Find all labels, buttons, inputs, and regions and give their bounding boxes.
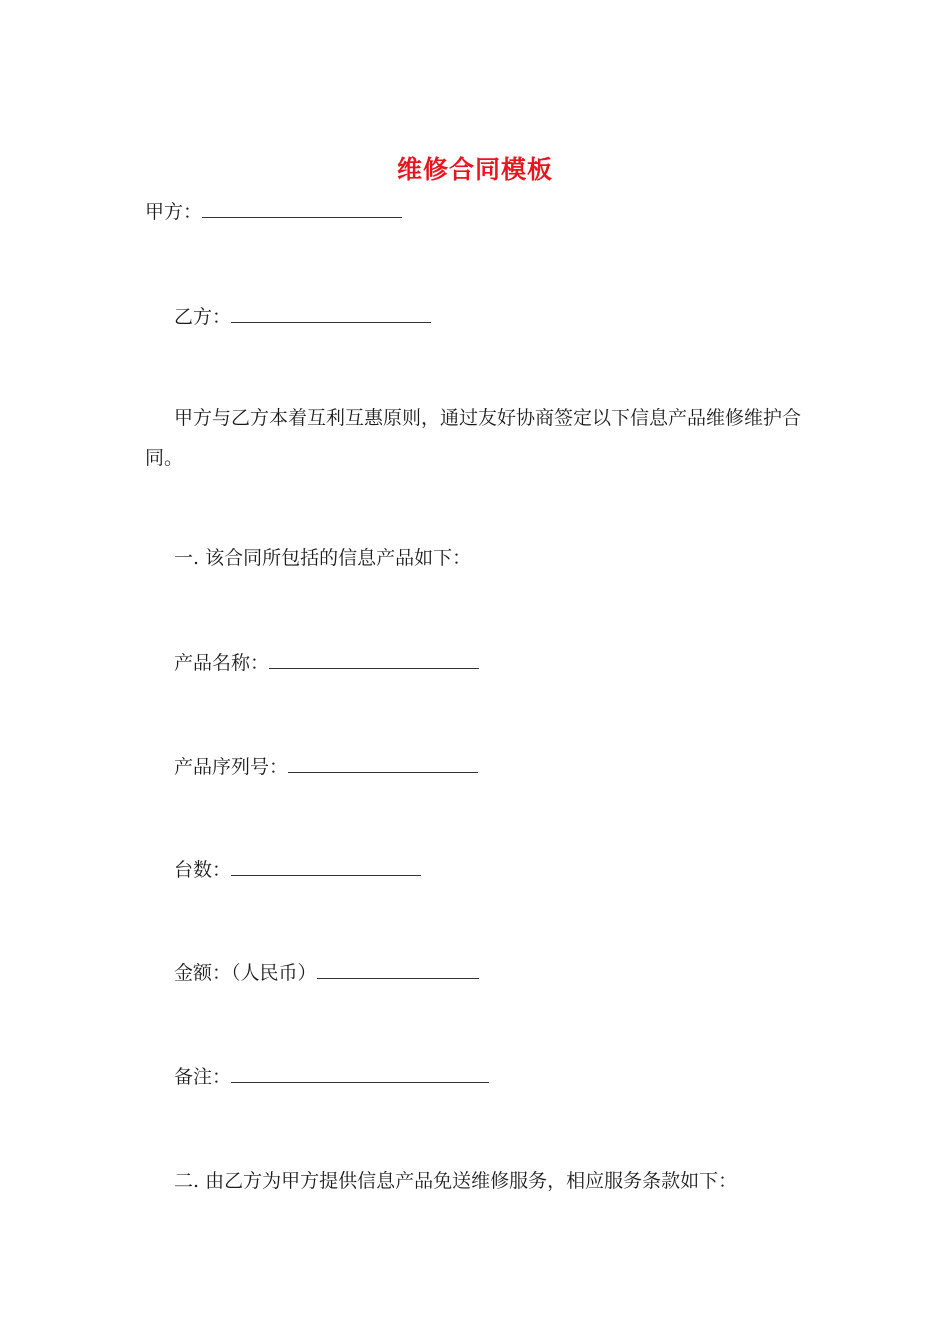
remarks-line (174, 1064, 489, 1090)
product-name-label: 产品名称： (174, 652, 270, 674)
party-a-line (145, 199, 402, 225)
quantity-line (174, 857, 421, 883)
party-b-blank (231, 304, 431, 323)
serial-blank (288, 754, 478, 773)
product-name-blank (269, 650, 479, 669)
amount-label: 金额：（人民币） (174, 962, 317, 984)
intro-paragraph: 甲方与乙方本着互利互惠原则，通过友好协商签定以下信息产品维修维护合同。 (145, 407, 802, 469)
remarks-blank (231, 1064, 489, 1083)
party-a-blank (202, 199, 402, 218)
amount-line (174, 960, 479, 986)
party-b-label: 乙方： (174, 306, 232, 328)
quantity-label: 台数： (174, 859, 232, 881)
section2-heading: 二. 由乙方为甲方提供信息产品免送维修服务，相应服务条款如下： (174, 1170, 738, 1192)
party-b-line (174, 304, 431, 330)
quantity-blank (231, 857, 421, 876)
document-title: 维修合同模板 (396, 155, 553, 184)
section1-heading: 一. 该合同所包括的信息产品如下： (174, 547, 472, 569)
serial-label: 产品序列号： (174, 756, 289, 778)
amount-blank (317, 960, 479, 979)
serial-line (174, 754, 478, 780)
remarks-label: 备注： (174, 1066, 232, 1088)
product-name-line (174, 650, 479, 676)
party-a-label: 甲方： (145, 201, 203, 223)
